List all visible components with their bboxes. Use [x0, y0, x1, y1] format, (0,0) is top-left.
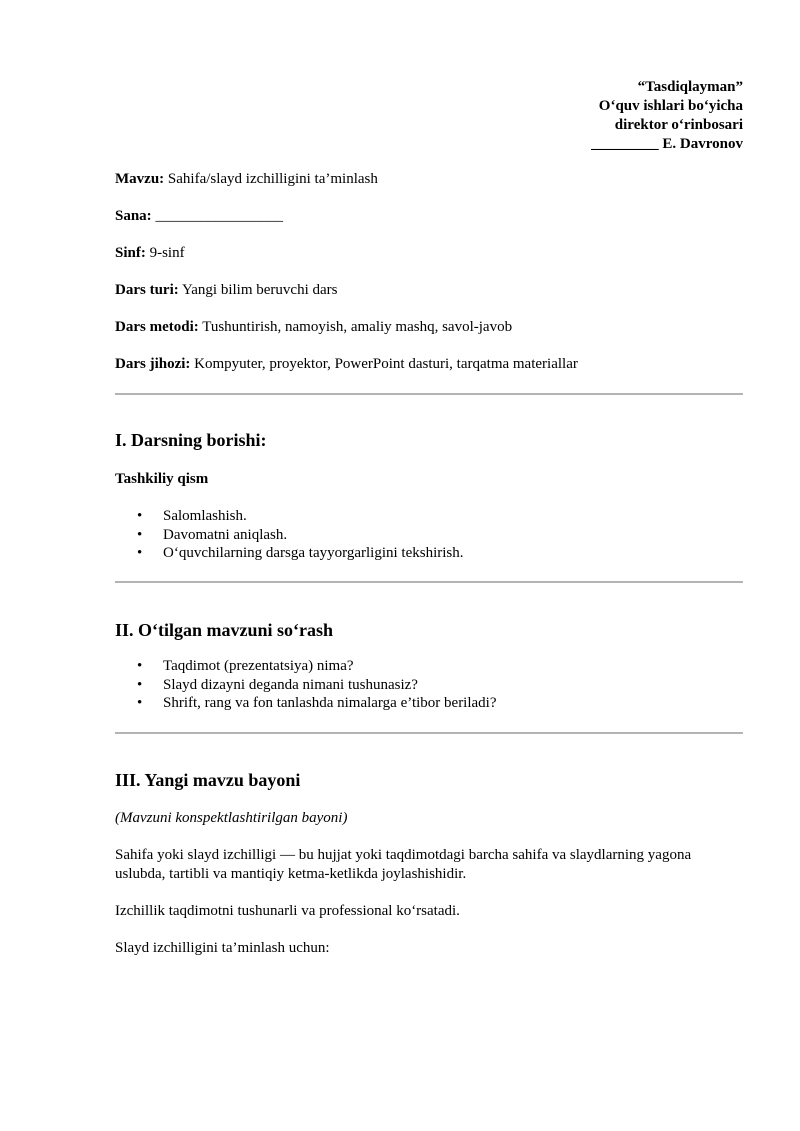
- meta-mavzu-label: Mavzu:: [115, 171, 165, 187]
- list-item: [115, 657, 497, 676]
- meta-sinf-value: 9-sinf: [145, 245, 185, 261]
- meta-sinf-label: Sinf:: [115, 245, 146, 261]
- list-item: [115, 544, 464, 563]
- bullet-icon: •: [137, 695, 143, 711]
- section-divider: [115, 732, 743, 734]
- section1-list: [115, 507, 464, 563]
- lesson-meta: [115, 170, 743, 392]
- meta-dars-turi: [115, 281, 743, 318]
- approval-title: “Tasdiqlayman”: [637, 79, 743, 95]
- bullet-icon: •: [137, 545, 143, 561]
- meta-dars-metodi: [115, 318, 743, 355]
- section2-list: [115, 657, 497, 713]
- meta-sana-value: _________________: [151, 208, 283, 224]
- meta-dars-jihozi: [115, 355, 743, 392]
- section3-paragraph2: Izchillik taqdimotni tushunarli va professional ko‘rsatadi.: [115, 903, 460, 919]
- bullet-icon: •: [137, 676, 143, 693]
- section3-paragraph1: Sahifa yoki slayd izchilligi — bu hujjat yoki taqdimotdagi barcha sahifa va slaydlarning yagona uslubda, tartibli va mantiqiy ketma-ketlikda joylashishidir.: [115, 847, 692, 882]
- approval-position-line2: direktor o‘rinbosari: [614, 117, 743, 133]
- section-divider: [115, 581, 743, 583]
- meta-dars-turi-value: Yangi bilim beruvchi dars: [178, 282, 338, 298]
- meta-dars-jihozi-value: Kompyuter, proyektor, PowerPoint dasturi, tarqatma materiallar: [190, 356, 578, 372]
- list-item-text: O‘quvchilarning darsga tayyorgarligini tekshirish.: [163, 545, 464, 561]
- meta-sinf: [115, 244, 743, 281]
- meta-sana-label: Sana:: [115, 208, 152, 224]
- approval-block: [591, 78, 743, 154]
- list-item-text: Taqdimot (prezentatsiya) nima?: [163, 658, 354, 674]
- section3-paragraph3: Slayd izchilligini ta’minlash uchun:: [115, 940, 330, 956]
- list-item-text: Salomlashish.: [163, 508, 247, 524]
- list-item-text: Slayd dizayni deganda nimani tushunasiz?: [163, 676, 418, 693]
- meta-dars-turi-label: Dars turi:: [115, 282, 179, 298]
- section1-heading: I. Darsning borishi:: [115, 430, 267, 450]
- meta-dars-metodi-label: Dars metodi:: [115, 319, 199, 335]
- bullet-icon: •: [137, 526, 143, 543]
- list-item: [115, 507, 464, 526]
- list-item: [115, 694, 497, 713]
- list-item-text: Davomatni aniqlash.: [163, 526, 288, 543]
- section2-heading: II. O‘tilgan mavzuni so‘rash: [115, 620, 334, 640]
- meta-dars-jihozi-label: Dars jihozi:: [115, 356, 191, 372]
- section-divider: [115, 393, 743, 395]
- meta-sana: [115, 207, 743, 244]
- meta-mavzu: [115, 170, 743, 207]
- bullet-icon: •: [137, 508, 143, 524]
- section3-heading: III. Yangi mavzu bayoni: [115, 770, 301, 790]
- approval-signature: _________ E. Davronov: [591, 136, 743, 152]
- approval-position-line1: O‘quv ishlari bo‘yicha: [598, 98, 743, 114]
- meta-dars-metodi-value: Tushuntirish, namoyish, amaliy mashq, savol-javob: [198, 319, 513, 335]
- list-item-text: Shrift, rang va fon tanlashda nimalarga e’tibor beriladi?: [163, 695, 497, 711]
- section3-note: (Mavzuni konspektlashtirilgan bayoni): [115, 810, 348, 826]
- section1-subheading: Tashkiliy qism: [115, 471, 209, 487]
- list-item: [115, 676, 497, 695]
- list-item: [115, 526, 464, 545]
- bullet-icon: •: [137, 658, 143, 674]
- meta-mavzu-value: Sahifa/slayd izchilligini ta’minlash: [164, 171, 378, 187]
